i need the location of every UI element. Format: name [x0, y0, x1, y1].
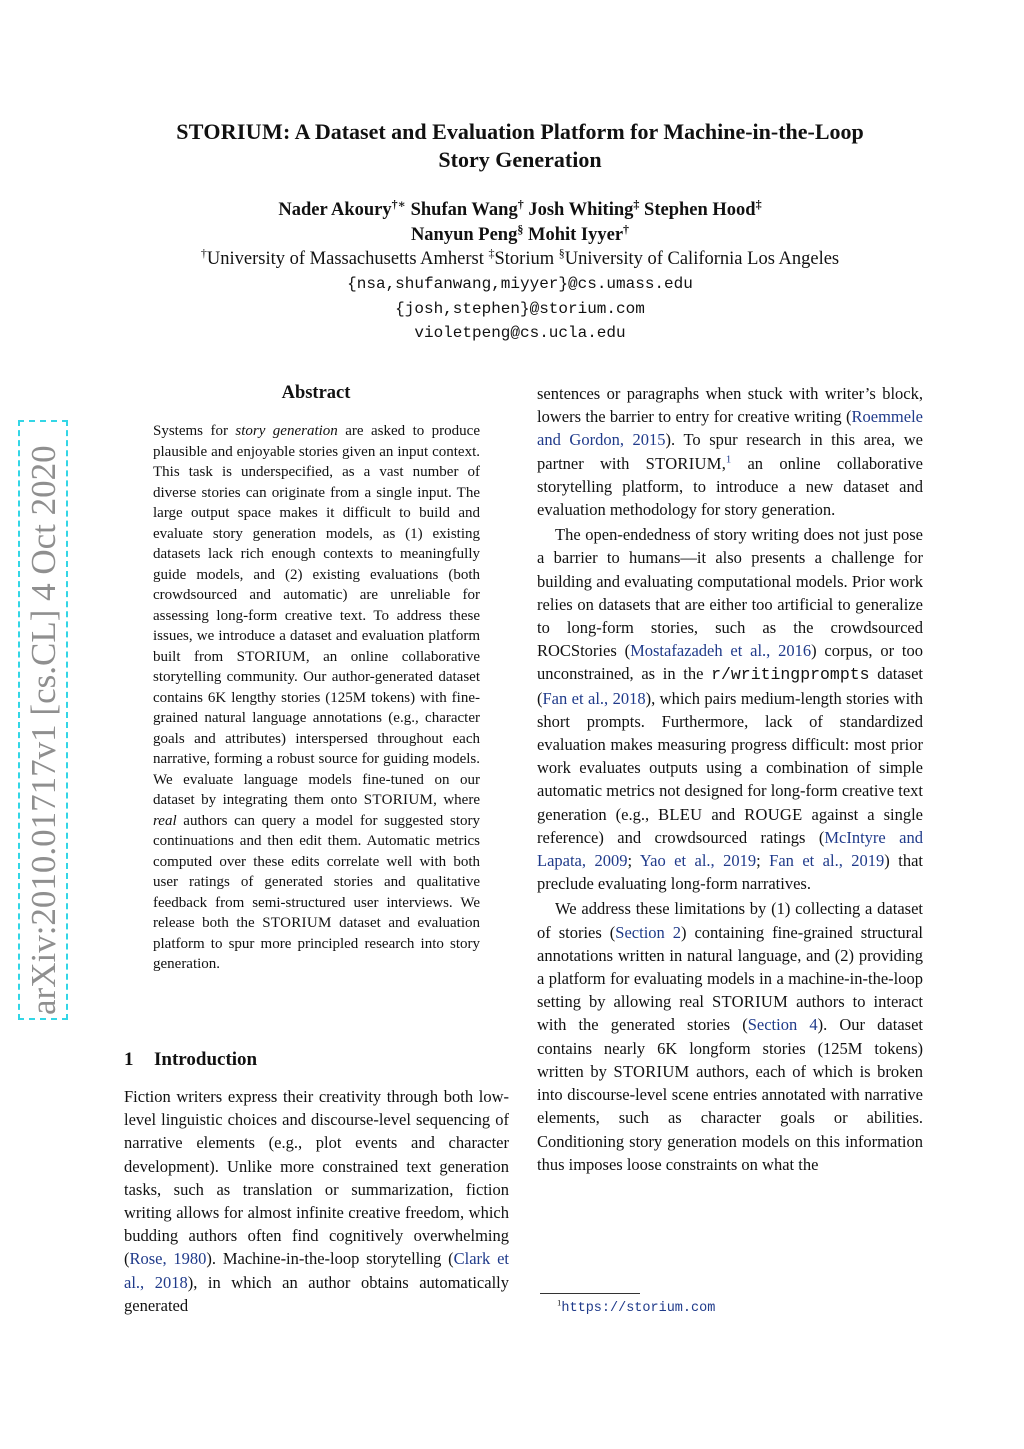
abstract-text: dataset and evaluation platform to spur more principled research into story generation.	[153, 915, 480, 972]
body-text: ;	[756, 851, 770, 871]
body-text: ) containing fine-grained structural annotations written in natural language, and (2) providing a platform for evaluating models in a machine-in-the-loop setting by allowing real	[537, 922, 923, 1012]
abstract-body	[153, 421, 480, 975]
storium-name: STORIUM	[262, 915, 332, 931]
storium-name: STORIUM	[645, 453, 722, 473]
title-line1: : A Dataset and Evaluation Platform for Machine-in-the-Loop	[283, 119, 864, 144]
email-line: {josh,stephen}@storium.com	[395, 299, 645, 318]
abstract-text: , where	[433, 792, 480, 808]
affil-mark: §	[558, 245, 565, 260]
paragraph: sentences or paragraphs when stuck with writer’s block, lowers the barrier to entry for creative writing (Roemmele and Gordon, 2015). To spur research in this area, we partner with STORIUM,$^1$ an online collaborative storytelling platform, to introduce a new dataset and evaluation methodology for story generation.	[537, 384, 923, 520]
body-text: ). Machine-in-the-loop storytelling (	[206, 1249, 454, 1269]
title-line2: Story Generation	[438, 147, 602, 172]
abstract-emphasis: story generation	[235, 423, 338, 439]
author-mark: ‡	[755, 196, 762, 211]
affil-storium: Storium	[494, 249, 555, 269]
intro-right-column	[537, 382, 923, 1178]
body-text: ), which pairs medium-length stories with short prompts. Furthermore, lack of standardized evaluation makes measuring progress difficult: most prior work evaluates outputs using a combination of simple automatic metrics not designed for long-form creative text generation (e.g.,	[537, 688, 923, 824]
author-list	[120, 198, 920, 248]
body-text: and	[702, 804, 745, 824]
footnote-rule	[540, 1293, 640, 1294]
citation-link[interactable]: Clark et al., 2018	[124, 1249, 509, 1292]
storium-name: STORIUM	[363, 792, 434, 808]
affil-mark: ‡	[488, 245, 495, 260]
body-text: ), in which an author obtains automatically generated	[124, 1272, 509, 1315]
abstract-text: Systems for	[153, 423, 236, 439]
author-name: Nader Akoury	[278, 200, 392, 220]
citation-link[interactable]: Yao et al., 2019	[639, 851, 757, 871]
storium-name: STORIUM	[236, 648, 306, 665]
body-text: ;	[627, 851, 640, 871]
section-heading	[124, 1049, 257, 1071]
email-block	[120, 272, 920, 346]
footnote	[557, 1299, 715, 1316]
intro-left-column	[124, 1085, 509, 1317]
citation-link[interactable]: Rose, 1980	[129, 1249, 207, 1269]
affil-umass: University of Massachusetts Amherst	[206, 249, 484, 269]
abstract-text: , an online collaborative storytelling community. Our author-generated dataset contains 6K lengthy stories (125M tokens) with fine-grained natural language annotations (e.g., character goals and attributes) interspersed throughout each narrative, forming a robust source for guiding models. We evaluate language models fine-tuned on our dataset by integrating them onto	[153, 648, 480, 808]
body-text: authors to interact with the generated stories (	[537, 992, 923, 1035]
author-mark: †	[623, 221, 630, 236]
body-text: ) corpus, or too unconstrained, as in the	[537, 641, 923, 684]
abstract-heading: Abstract	[281, 383, 351, 403]
section-number: 1	[124, 1049, 134, 1070]
body-text: sentences or paragraphs when stuck with writer’s block, lowers the barrier to entry for creative writing (	[537, 384, 923, 427]
affiliations	[120, 247, 920, 272]
arxiv-identifier: arXiv:2010.01717v1 [cs.CL] 4 Oct 2020	[24, 445, 63, 1015]
paragraph	[537, 523, 923, 895]
section-link[interactable]: Section 2	[615, 922, 681, 942]
author-mark: ‡	[633, 196, 640, 211]
author-mark: †	[517, 196, 524, 211]
body-text: ) that preclude evaluating long-form narratives.	[537, 851, 923, 894]
body-text: The open-endedness of story writing does not just pose a barrier to humans—it also presents a challenge for building and evaluating computational models. Prior work relies on datasets that are either too artificial to generalize to long-form stories, such as the crowdsourced ROCStories (	[537, 525, 923, 661]
footnote-mark: 1	[557, 1297, 562, 1308]
paper-title	[120, 118, 920, 174]
email-line: {nsa,shufanwang,miyyer}@cs.umass.edu	[347, 275, 693, 293]
author-name: Josh Whiting	[528, 200, 634, 220]
abstract-text: authors can query a model for suggested story continuations and then edit them. Automatic metrics computed over these edits correlate well with both user ratings of generated stories and qualitative feedback from semi-structured user interviews. We release both the	[153, 812, 480, 931]
body-text: an online collaborative storytelling platform, to introduce a new dataset and evaluation methodology for story generation.	[537, 453, 923, 520]
title-storium: STORIUM	[176, 119, 284, 144]
citation-link[interactable]: Mostafazadeh et al., 2016	[630, 641, 812, 661]
footnote-ref[interactable]: 1	[725, 453, 732, 466]
author-name: Nanyun Peng	[410, 225, 518, 245]
storium-name: STORIUM	[712, 992, 789, 1012]
author-mark: †∗	[391, 196, 406, 211]
storium-name: STORIUM	[613, 1061, 690, 1081]
affil-mark: †	[200, 245, 207, 260]
author-name: Stephen Hood	[644, 200, 756, 220]
body-text: ). To spur research in this area, we partner with	[537, 430, 923, 473]
body-text: We address these limitations by (1) collecting a dataset of stories (	[537, 899, 923, 942]
citation-link[interactable]: Fan et al., 2019	[769, 851, 885, 871]
citation-link[interactable]: McIntyre and Lapata, 2009	[537, 827, 923, 871]
body-text: Fiction writers express their creativity through both low-level linguistic choices and discourse-level sequencing of narrative elements (e.g., plot events and character development). Unlike more constrained text generation tasks, such as translation or summarization, fiction writing allows for almost infinite creative freedom, which budding authors often find cognitively overwhelming (	[124, 1087, 509, 1269]
citation-link[interactable]: Roemmele and Gordon, 2015	[537, 407, 923, 450]
paragraph	[537, 897, 923, 1175]
metric-name: BLEU	[658, 804, 703, 824]
body-text: against a single reference) and crowdsourced ratings (	[537, 804, 923, 847]
body-text: ). Our dataset contains nearly 6K longform stories (125M tokens) written by	[537, 1015, 923, 1081]
affil-ucla: University of California Los Angeles	[564, 249, 840, 269]
citation-link[interactable]: Fan et al., 2018	[542, 688, 646, 708]
body-text: dataset (	[537, 664, 924, 708]
abstract-text: are asked to produce plausible and enjoyable stories given an input context. This task is underspecified, as a vast number of diverse stories can originate from a single input. The large output space makes it difficult to build and evaluate story generation models, as (1) existing datasets lack rich enough contexts to meaningfully guide models, and (2) existing evaluations (both crowdsourced and automatic) are unreliable for assessing long-form creative text. To address these issues, we introduce a dataset and evaluation platform built from	[153, 423, 480, 665]
body-text: authors, each of which is broken into discourse-level scene entries annotated with narrative elements, such as character goals or abilities. Conditioning story generation models on this information thus imposes loose constraints on what the	[537, 1061, 923, 1174]
author-mark: §	[517, 221, 524, 236]
author-name: Shufan Wang	[410, 200, 518, 220]
author-name: Mohit Iyyer	[527, 225, 624, 245]
metric-name: ROUGE	[744, 804, 803, 824]
subreddit-name: r/writingprompts	[711, 665, 870, 685]
email-line: violetpeng@cs.ucla.edu	[414, 324, 626, 342]
footnote-url-link[interactable]: https://storium.com	[561, 1301, 716, 1316]
section-title: Introduction	[154, 1049, 258, 1070]
abstract-emphasis: real	[153, 812, 177, 829]
section-link[interactable]: Section 4	[747, 1015, 818, 1035]
